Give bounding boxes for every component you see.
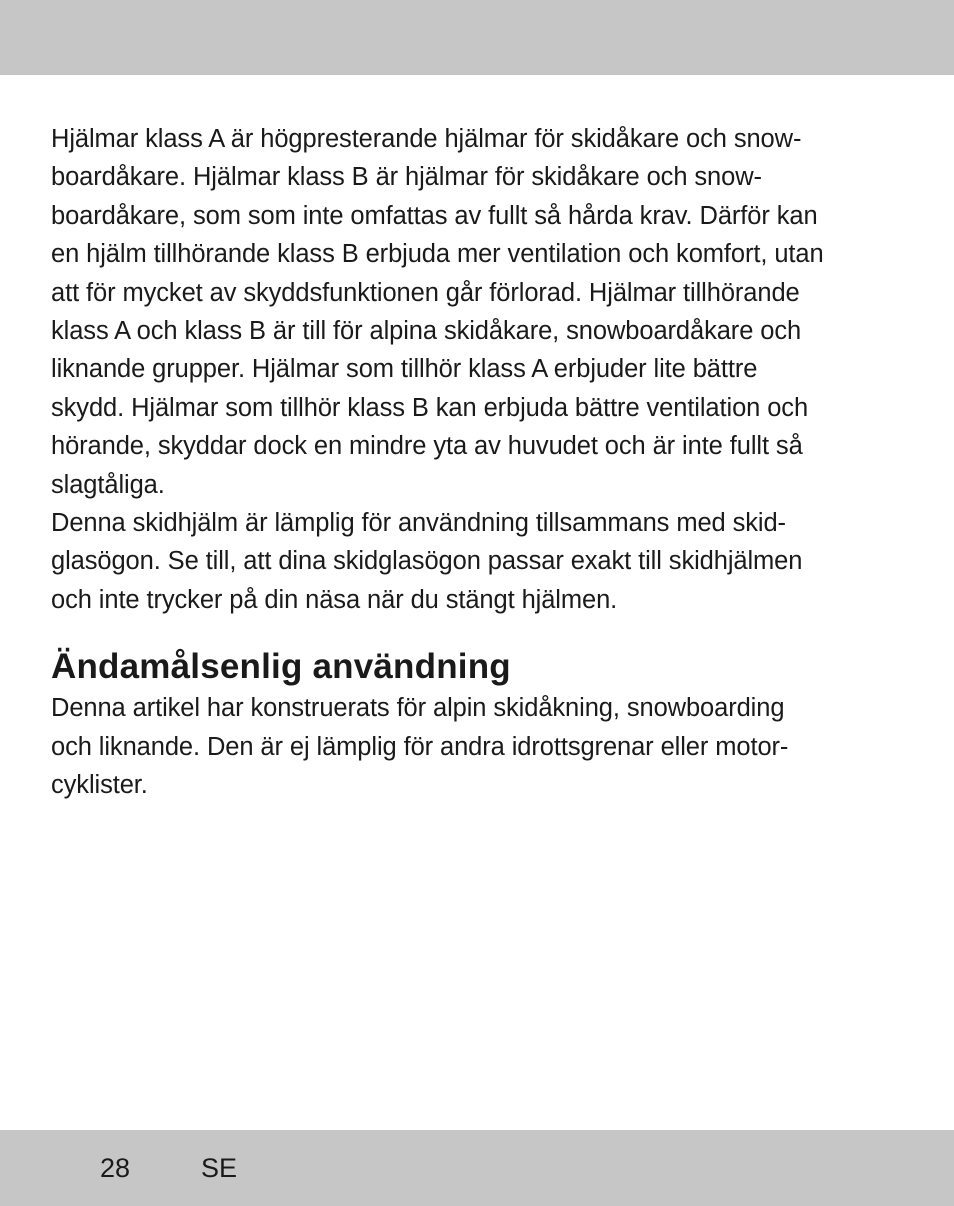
text-line: cyklister. (51, 771, 148, 800)
text-line: Denna skidhjälm är lämplig för användning tillsammans med skid- (51, 509, 786, 538)
text-line: Hjälmar klass A är högpresterande hjälmar för skidåkare och snow- (51, 125, 802, 153)
footer-band (0, 1130, 954, 1206)
text-line: liknande grupper. Hjälmar som tillhör klass A erbjuder lite bättre (51, 355, 758, 384)
paragraph-intended-use (51, 689, 911, 804)
header-band (0, 0, 954, 75)
page-content (51, 120, 911, 805)
paragraph-helmet-classes (51, 120, 911, 504)
text-line: boardåkare, som som inte omfattas av fullt så hårda krav. Därför kan (51, 201, 818, 230)
text-line: klass A och klass B är till för alpina skidåkare, snowboardåkare och (51, 317, 802, 346)
text-line: skydd. Hjälmar som tillhör klass B kan erbjuda bättre ventilation och (51, 393, 809, 422)
text-line: hörande, skyddar dock en mindre yta av huvudet och är inte fullt så (51, 432, 803, 461)
text-line: Denna artikel har konstruerats för alpin skidåkning, snowboarding (51, 694, 785, 723)
text-line: boardåkare. Hjälmar klass B är hjälmar för skidåkare och snow- (51, 163, 762, 192)
text-line: att för mycket av skyddsfunktionen går förlorad. Hjälmar tillhörande (51, 278, 800, 307)
language-code: SE (201, 1153, 238, 1183)
text-line: och inte trycker på din näsa när du stängt hjälmen. (51, 585, 618, 614)
text-line: glasögon. Se till, att dina skidglasögon passar exakt till skidhjälmen (51, 547, 803, 576)
text-line: och liknande. Den är ej lämplig för andra idrottsgrenar eller motor- (51, 732, 789, 761)
text-line: en hjälm tillhörande klass B erbjuda mer ventilation och komfort, utan (51, 240, 824, 269)
page-number: 28 (100, 1153, 131, 1183)
paragraph-goggles (51, 504, 911, 619)
section-heading: Ändamålsenlig användning (51, 647, 511, 687)
text-line: slagtåliga. (51, 470, 165, 499)
